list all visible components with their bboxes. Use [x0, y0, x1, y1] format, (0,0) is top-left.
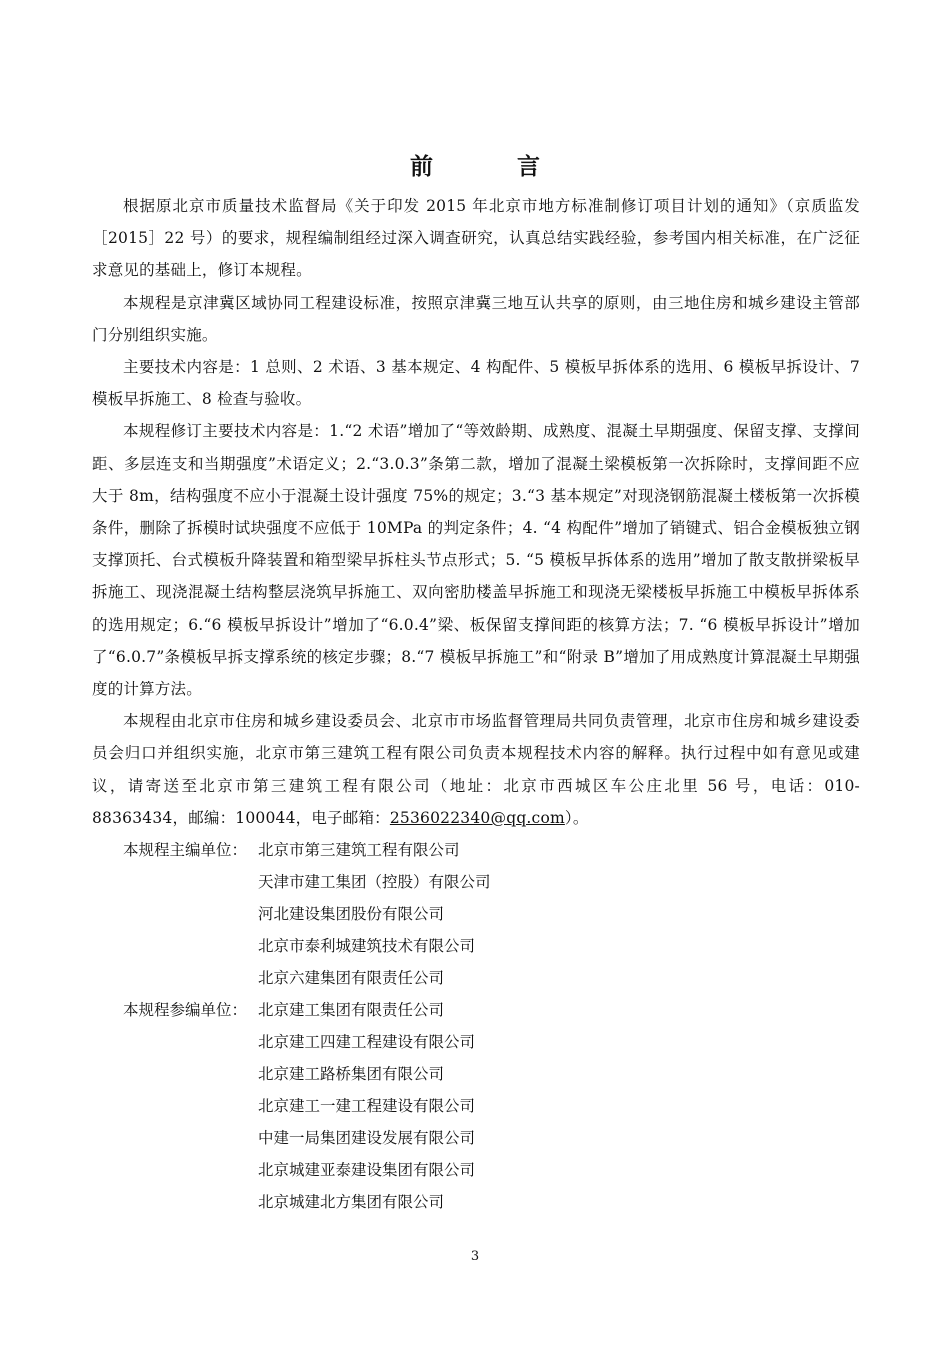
- page-title: 前 言: [409, 154, 578, 180]
- participating-units-group: [92, 994, 860, 1218]
- chief-units-list: [258, 834, 491, 994]
- participating-unit-item: 中建一局集团建设发展有限公司: [258, 1129, 476, 1148]
- chief-unit-item: 北京市第三建筑工程有限公司: [258, 841, 460, 860]
- paragraph-revisions: 本规程修订主要技术内容是：1.“2 术语”增加了“等效龄期、成熟度、混凝土早期强度、保留支撑、支撑间距、多层连支和当期强度”术语定义；2.“3.0.3”条第二款，增加了混凝土梁模板第一次拆除时，支撑间距不应大于 8m，结构强度不应小于混凝土设计强度 75%的规定；3.“3 基本规定”对现浇钢筋混凝土楼板第一次拆模条件，删除了拆模时试块强度不应低于 10MPa 的判定条件；4. “4 构配件”增加了销键式、铝合金模板独立钢支撑顶托、台式模板升降装置和箱型梁早拆柱头节点形式；5. “5 模板早拆体系的选用”增加了散支散拼梁板早拆施工、现浇混凝土结构整层浇筑早拆施工、双向密肋楼盖早拆施工和现浇无梁楼板早拆施工中模板早拆体系的选用规定；6.“6 模板早拆设计”增加了“6.0.4”梁、板保留支撑间距的核算方法；7. “6 模板早拆设计”增加了“6.0.7”条模板早拆支撑系统的核定步骤；8.“7 模板早拆施工”和“附录 B”增加了用成熟度计算混凝土早期强度的计算方法。: [92, 422, 860, 699]
- administration-text: 本规程由北京市住房和城乡建设委员会、北京市市场监督管理局共同负责管理，北京市住房和城乡建设委员会归口并组织实施，北京市第三建筑工程有限公司负责本规程技术内容的解释。执行过程中如有意见或建议，请寄送至北京市第三建筑工程有限公司（地址：北京市西城区车公庄北里 56 号，电话：010-88363434，邮编：100044，电子邮箱：: [92, 712, 860, 827]
- page-number: 3: [470, 1249, 480, 1264]
- email-link[interactable]: 2536022340@qq.com: [389, 808, 565, 827]
- participating-unit-item: 北京建工路桥集团有限公司: [258, 1065, 445, 1084]
- paragraph-background: 根据原北京市质量技术监督局《关于印发 2015 年北京市地方标准制修订项目计划的通知》（京质监发［2015］22 号）的要求，规程编制组经过深入调查研究，认真总结实践经验，参考国内相关标准，在广泛征求意见的基础上，修订本规程。: [92, 197, 860, 280]
- chief-units-group: [92, 834, 860, 994]
- participating-units-label: 本规程参编单位：: [123, 1001, 248, 1020]
- chief-unit-item: 北京六建集团有限责任公司: [258, 969, 445, 988]
- chief-unit-item: 天津市建工集团（控股）有限公司: [258, 873, 491, 892]
- participating-unit-item: 北京建工四建工程建设有限公司: [258, 1033, 476, 1052]
- administration-suffix: ）。: [564, 808, 589, 827]
- chief-units-label: 本规程主编单位：: [123, 841, 248, 860]
- participating-unit-item: 北京建工一建工程建设有限公司: [258, 1097, 476, 1116]
- participating-units-list: [258, 994, 475, 1218]
- participating-unit-item: 北京城建北方集团有限公司: [258, 1193, 445, 1212]
- participating-unit-item: 北京建工集团有限责任公司: [258, 1001, 445, 1020]
- paragraph-main-contents: 主要技术内容是：1 总则、2 术语、3 基本规定、4 构配件、5 模板早拆体系的选用、6 模板早拆设计、7 模板早拆施工、8 检查与验收。: [92, 358, 860, 409]
- participating-unit-item: 北京城建亚泰建设集团有限公司: [258, 1161, 476, 1180]
- chief-unit-item: 河北建设集团股份有限公司: [258, 905, 445, 924]
- chief-unit-item: 北京市泰利城建筑技术有限公司: [258, 937, 476, 956]
- paragraph-scope: 本规程是京津冀区域协同工程建设标准，按照京津冀三地互认共享的原则，由三地住房和城乡建设主管部门分别组织实施。: [92, 293, 860, 344]
- unit-lists: [92, 834, 860, 1218]
- preface-body: [92, 190, 860, 1218]
- paragraph-administration: [92, 705, 860, 834]
